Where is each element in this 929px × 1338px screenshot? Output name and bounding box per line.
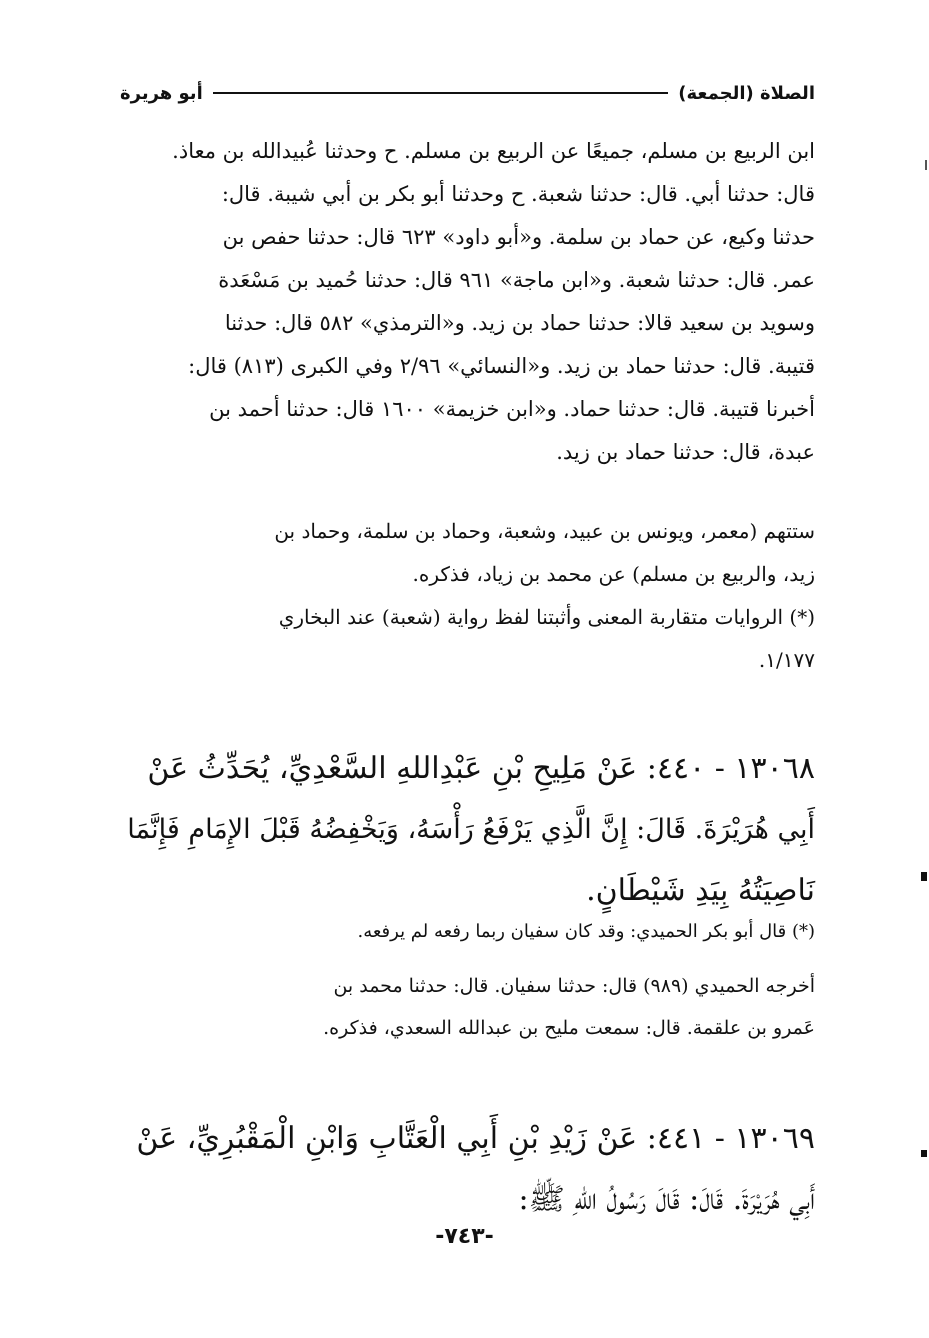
text-line: أخبرنا قتيبة. قال: حدثنا حماد. و«ابن خزيمة» ١٦٠٠ قال: حدثنا أحمد بن — [209, 397, 815, 421]
text-line: قال: حدثنا أبي. قال: حدثنا شعبة. ح وحدثنا أبو بكر بن أبي شيبة. قال: — [221, 182, 815, 206]
takhrij-paragraph — [125, 965, 815, 1049]
hadith-13069 — [125, 1108, 815, 1230]
text-line: ستتهم (معمر، ويونس بن عبيد، وشعبة، وحماد بن سلمة، وحماد بن — [274, 519, 815, 543]
hadith-line: أَبِي هُرَيْرَةَ. قَالَ: إِنَّ الَّذِي يَرْفَعُ رَأْسَهُ، وَيَخْفِضُهُ قَبْلَ الإِمَامِ فَإِنَّمَا — [127, 814, 815, 845]
text-line: أخرجه الحميدي (٩٨٩) قال: حدثنا سفيان. قال: حدثنا محمد بن — [333, 975, 815, 997]
text-line: حدثنا وكيع، عن حماد بن سلمة. و«أبو داود» ٦٢٣ قال: حدثنا حفص بن — [222, 225, 815, 249]
hadith-line: أَبِي هُرَيْرَةَ. قَالَ: قَالَ رَسُولُ اللهِ ﷺ: — [518, 1182, 815, 1217]
page-number: -٧٤٣- — [435, 1224, 494, 1249]
companion-title: أبو هريرة — [120, 82, 203, 104]
running-header — [120, 78, 815, 108]
text-line: عبدة، قال: حدثنا حماد بن زيد. — [556, 440, 815, 464]
hadith-line: نَاصِيَتُهُ بِيَدِ شَيْطَانٍ. — [586, 873, 815, 908]
text-line: ١/١٧٧. — [758, 648, 815, 672]
chapter-title: الصلاة (الجمعة) — [678, 82, 815, 104]
hadith-line: ١٣٠٦٩ - ٤٤١: عَنْ زَيْدِ بْنِ أَبِي الْعَتَّابِ وَابْنِ الْمَقْبُرِيِّ، عَنْ — [136, 1121, 815, 1156]
text-line: وسويد بن سعيد قالا: حدثنا حماد بن زيد. و«الترمذي» ٥٨٢ قال: حدثنا — [224, 311, 815, 335]
text-line: زيد، والربيع بن مسلم) عن محمد بن زياد، فذكره. — [412, 562, 815, 586]
isnad-paragraph — [125, 130, 815, 474]
margin-mark — [921, 872, 927, 881]
text-line: ابن الربيع بن مسلم، جميعًا عن الربيع بن مسلم. ح وحدثنا عُبيدالله بن معاذ. — [172, 139, 815, 163]
text-line: عَمرو بن علقمة. قال: سمعت مليح بن عبدالله السعدي، فذكره. — [323, 1017, 815, 1039]
summary-paragraph — [125, 510, 815, 682]
text-line: (*) الروايات متقاربة المعنى وأثبتنا لفظ رواية (شعبة) عند البخاري — [278, 605, 815, 629]
hadith-line: ١٣٠٦٨ - ٤٤٠: عَنْ مَلِيحِ بْنِ عَبْدِاللهِ السَّعْدِيِّ، يُحَدِّثُ عَنْ — [147, 751, 815, 786]
margin-mark — [925, 160, 927, 170]
header-rule — [213, 92, 669, 94]
hadith-13068 — [125, 738, 815, 921]
footnote — [125, 912, 815, 952]
margin-mark — [921, 1150, 927, 1157]
text-line: قتيبة. قال: حدثنا حماد بن زيد. و«النسائي» ٢/٩٦ وفي الكبرى (٨١٣) قال: — [188, 354, 815, 378]
text-line: عمر. قال: حدثنا شعبة. و«ابن ماجة» ٩٦١ قال: حدثنا حُميد بن مَسْعَدة — [218, 268, 815, 292]
note-line: (*) قال أبو بكر الحميدي: وقد كان سفيان ربما رفعه لم يرفعه. — [357, 921, 815, 942]
